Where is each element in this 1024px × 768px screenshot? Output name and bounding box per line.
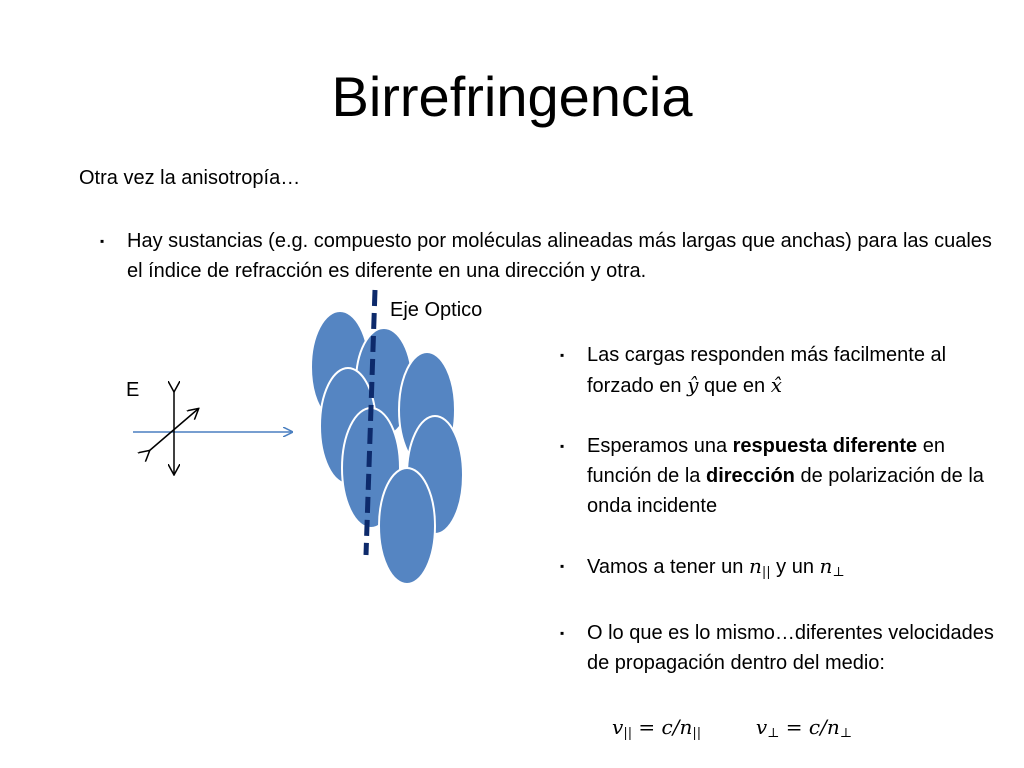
n-parallel-symbol: $n_{||}$ bbox=[748, 554, 771, 580]
bullet-indices-mid: y un bbox=[770, 556, 820, 578]
bullet-charges bbox=[560, 340, 1012, 401]
bullet-response-b: en función de la bbox=[587, 435, 945, 487]
bullet-marker: ▪ bbox=[100, 234, 105, 248]
bullet-response-a: Esperamos una bbox=[587, 435, 733, 457]
bold-different-response: respuesta diferente bbox=[732, 435, 918, 457]
bold-direction: dirección bbox=[705, 465, 795, 487]
bullet-response-c: de polarización de la onda incidente bbox=[587, 465, 984, 517]
molecule-group bbox=[311, 311, 463, 584]
velocity-formula bbox=[612, 712, 852, 749]
molecule bbox=[379, 468, 435, 584]
bullet-charges-text: Las cargas responden más facilmente al forzado en bbox=[587, 344, 947, 397]
y-hat-symbol: ŷ bbox=[687, 373, 699, 397]
v-parallel-eq: $v_{||} = c/n_{||}$ bbox=[612, 715, 702, 741]
v-perp-eq: $v_\perp = c/n_\perp$ bbox=[755, 715, 852, 741]
right-bullet-list bbox=[560, 340, 1012, 678]
field-label: E bbox=[126, 379, 140, 401]
bullet-indices bbox=[560, 551, 1012, 588]
bullet-marker: ▪ bbox=[560, 348, 565, 362]
bullet-marker: ▪ bbox=[560, 439, 565, 453]
x-hat-symbol: x̂ bbox=[770, 373, 782, 397]
bullet-velocities bbox=[560, 618, 1012, 678]
optical-axis-label: Eje Optico bbox=[390, 299, 483, 321]
bullet-indices-pre: Vamos a tener un bbox=[587, 556, 749, 578]
slide-subtitle: Otra vez la anisotropía… bbox=[79, 167, 301, 189]
slide-title: Birrefringencia bbox=[331, 65, 693, 128]
bullet-marker: ▪ bbox=[560, 559, 565, 573]
bullet-response bbox=[560, 431, 1012, 521]
bullet-velocities-text: O lo que es lo mismo…diferentes velocidades de propagación dentro del medio: bbox=[587, 622, 994, 674]
bullet-charges-mid: que en bbox=[698, 375, 771, 397]
bullet-main-text: Hay sustancias (e.g. compuesto por moléculas alineadas más largas que anchas) para las cuales el índice de refracción es diferente en una dirección y otra. bbox=[127, 230, 992, 282]
n-perp-symbol: $n_\perp$ bbox=[819, 554, 845, 580]
bullet-marker: ▪ bbox=[560, 626, 565, 640]
